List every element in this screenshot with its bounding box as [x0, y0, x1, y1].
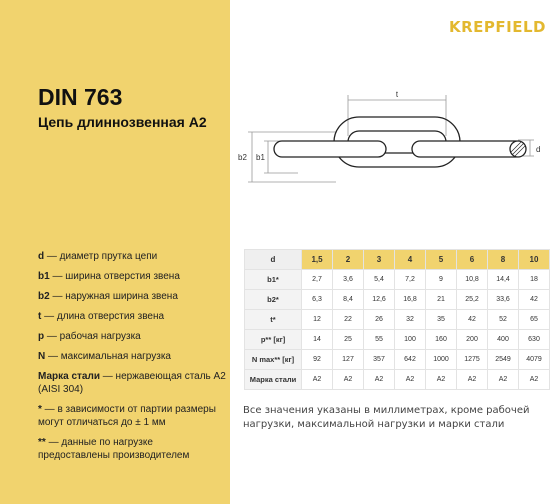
size-header: 2 — [333, 250, 364, 270]
table-cell: A2 — [426, 370, 457, 390]
legend-item: p — рабочая нагрузка — [38, 331, 141, 342]
table-cell: A2 — [333, 370, 364, 390]
size-header: 8 — [488, 250, 519, 270]
brand-logo: KREPFIELD — [449, 18, 546, 36]
legend-item: N — максимальная нагрузка — [38, 351, 171, 362]
size-header: 4 — [395, 250, 426, 270]
table-row — [245, 370, 550, 390]
table-row — [245, 310, 550, 330]
table-header-label: d — [245, 250, 302, 270]
table-row — [245, 330, 550, 350]
table-row — [245, 290, 550, 310]
table-cell: 1275 — [457, 350, 488, 370]
table-cell: 33,6 — [488, 290, 519, 310]
legend-item: Марка стали — нержавеющая сталь A2 (AISI 304) — [38, 371, 226, 395]
legend-item: t — длина отверстия звена — [38, 311, 165, 322]
table-cell: 630 — [519, 330, 550, 350]
legend-item: ** — данные по нагрузке предоставлены производителем — [38, 437, 190, 461]
table-cell: 12,6 — [364, 290, 395, 310]
table-cell: 400 — [488, 330, 519, 350]
table-cell: 32 — [395, 310, 426, 330]
table-cell: 2,7 — [302, 270, 333, 290]
table-cell: 92 — [302, 350, 333, 370]
table-cell: 52 — [488, 310, 519, 330]
size-header: 3 — [364, 250, 395, 270]
table-cell: 6,3 — [302, 290, 333, 310]
label-b2: b2 — [238, 153, 247, 162]
table-cell: 42 — [519, 290, 550, 310]
spec-table — [244, 249, 550, 390]
table-cell: 3,6 — [333, 270, 364, 290]
left-link — [274, 141, 386, 157]
table-cell: 9 — [426, 270, 457, 290]
size-header: 5 — [426, 250, 457, 270]
table-cell: 642 — [395, 350, 426, 370]
table-cell: 14 — [302, 330, 333, 350]
page-subtitle: Цепь длиннозвенная A2 — [38, 114, 207, 130]
table-cell: 42 — [457, 310, 488, 330]
table-cell: 4079 — [519, 350, 550, 370]
table-cell: 12 — [302, 310, 333, 330]
legend-item: * — в зависимости от партии размеры могут отличаться до ± 1 мм — [38, 404, 216, 428]
table-row — [245, 350, 550, 370]
label-b1: b1 — [256, 153, 265, 162]
table-cell: A2 — [488, 370, 519, 390]
table-cell: 16,8 — [395, 290, 426, 310]
table-header-row — [245, 250, 550, 270]
table-cell: 18 — [519, 270, 550, 290]
table-cell: A2 — [519, 370, 550, 390]
row-label: b2* — [245, 290, 302, 310]
label-d: d — [536, 145, 541, 154]
table-cell: 2549 — [488, 350, 519, 370]
table-cell: A2 — [302, 370, 333, 390]
size-header: 6 — [457, 250, 488, 270]
table-cell: 35 — [426, 310, 457, 330]
table-cell: 7,2 — [395, 270, 426, 290]
table-row — [245, 270, 550, 290]
row-label: p** [кг] — [245, 330, 302, 350]
table-cell: 26 — [364, 310, 395, 330]
legend — [38, 250, 226, 469]
table-cell: A2 — [395, 370, 426, 390]
row-label: t* — [245, 310, 302, 330]
table-cell: 65 — [519, 310, 550, 330]
legend-item: b1 — ширина отверстия звена — [38, 271, 180, 282]
legend-item: b2 — наружная ширина звена — [38, 291, 178, 302]
right-link — [412, 141, 524, 157]
size-header: 10 — [519, 250, 550, 270]
table-cell: 21 — [426, 290, 457, 310]
table-cell: 160 — [426, 330, 457, 350]
table-cell: 127 — [333, 350, 364, 370]
table-cell: A2 — [457, 370, 488, 390]
table-cell: 1000 — [426, 350, 457, 370]
table-cell: 14,4 — [488, 270, 519, 290]
row-label: b1* — [245, 270, 302, 290]
chain-diagram — [236, 88, 552, 206]
page-title: DIN 763 — [38, 84, 123, 110]
table-cell: 357 — [364, 350, 395, 370]
units-note: Все значения указаны в миллиметрах, кроме рабочей нагрузки, максимальной нагрузки и марки стали — [243, 405, 530, 430]
table-cell: A2 — [364, 370, 395, 390]
table-cell: 25 — [333, 330, 364, 350]
table-cell: 22 — [333, 310, 364, 330]
table-cell: 55 — [364, 330, 395, 350]
row-label: Марка стали — [245, 370, 302, 390]
legend-item: d — диаметр прутка цепи — [38, 251, 158, 262]
table-cell: 8,4 — [333, 290, 364, 310]
row-label: N max** [кг] — [245, 350, 302, 370]
table-cell: 10,8 — [457, 270, 488, 290]
table-cell: 25,2 — [457, 290, 488, 310]
table-cell: 5,4 — [364, 270, 395, 290]
table-cell: 100 — [395, 330, 426, 350]
table-cell: 200 — [457, 330, 488, 350]
size-header: 1,5 — [302, 250, 333, 270]
label-t: t — [395, 90, 399, 99]
